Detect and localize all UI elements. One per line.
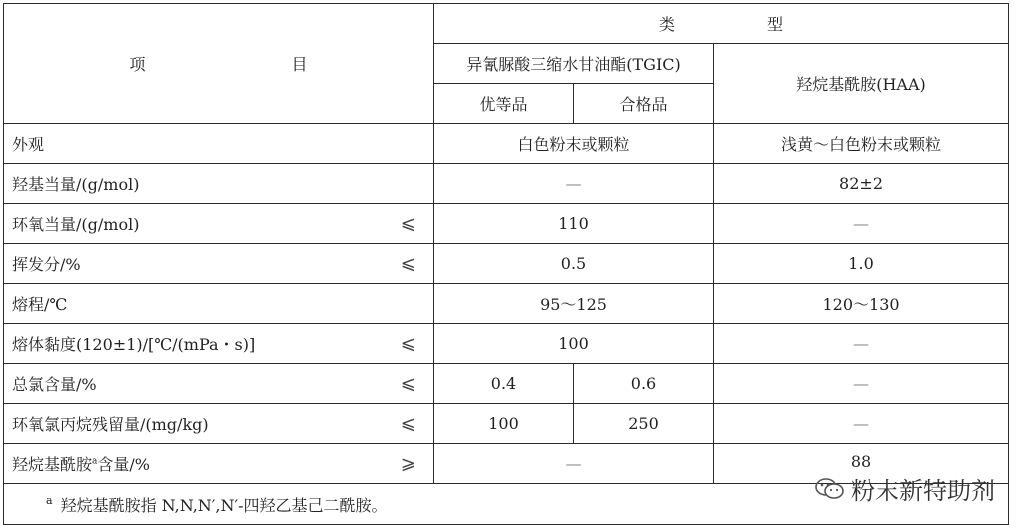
comparator-symbol: ⩽ bbox=[384, 204, 434, 244]
table-row bbox=[4, 404, 1009, 444]
tgic-value: 110 bbox=[434, 204, 714, 244]
table-row bbox=[4, 204, 1009, 244]
tgic-value: — bbox=[434, 444, 714, 484]
footnote-mark: a bbox=[46, 494, 53, 508]
haa-value: — bbox=[714, 204, 1009, 244]
tgic-premium-value: 0.4 bbox=[434, 364, 574, 404]
header-type: 类 型 bbox=[434, 4, 1009, 44]
spec-table bbox=[3, 3, 1009, 525]
table-row bbox=[4, 364, 1009, 404]
row-label: 羟基当量/(g/mol) bbox=[4, 164, 434, 204]
haa-value: 82±2 bbox=[714, 164, 1009, 204]
row-label-suffix: 含量/% bbox=[97, 455, 150, 474]
row-label-text: 羟烷基酰胺 bbox=[12, 455, 93, 474]
comparator-symbol: ⩾ bbox=[384, 444, 434, 484]
haa-value: 浅黄～白色粉末或颗粒 bbox=[714, 124, 1009, 164]
header-premium-grade: 优等品 bbox=[434, 84, 574, 124]
footnote-text: 羟烷基酰胺指 N,N,N′,N′-四羟乙基己二酰胺。 bbox=[60, 495, 388, 515]
row-label: 总氯含量/% bbox=[4, 364, 384, 404]
row-label: 挥发分/% bbox=[4, 244, 384, 284]
row-label: 外观 bbox=[4, 124, 434, 164]
comparator-symbol: ⩽ bbox=[384, 244, 434, 284]
footnote-marker: a bbox=[92, 456, 98, 467]
haa-value: 1.0 bbox=[714, 244, 1009, 284]
comparator-symbol: ⩽ bbox=[384, 364, 434, 404]
row-label: 熔程/℃ bbox=[4, 284, 434, 324]
header-item: 项 目 bbox=[4, 4, 434, 124]
tgic-value: — bbox=[434, 164, 714, 204]
tgic-qualified-value: 250 bbox=[574, 404, 714, 444]
tgic-value: 0.5 bbox=[434, 244, 714, 284]
row-label: 环氧当量/(g/mol) bbox=[4, 204, 384, 244]
tgic-qualified-value: 0.6 bbox=[574, 364, 714, 404]
haa-value: — bbox=[714, 404, 1009, 444]
haa-value: 88 bbox=[714, 444, 1009, 484]
haa-value: — bbox=[714, 324, 1009, 364]
haa-value: — bbox=[714, 364, 1009, 404]
table-row bbox=[4, 324, 1009, 364]
tgic-value: 95～125 bbox=[434, 284, 714, 324]
comparator-symbol: ⩽ bbox=[384, 324, 434, 364]
watermark bbox=[815, 471, 995, 506]
wechat-icon bbox=[815, 477, 845, 501]
haa-value: 120～130 bbox=[714, 284, 1009, 324]
watermark-text: 粉末新特助剂 bbox=[851, 477, 995, 505]
comparator-symbol: ⩽ bbox=[384, 404, 434, 444]
row-label: 熔体黏度(120±1)/[℃/(mPa・s)] bbox=[4, 324, 384, 364]
table-row bbox=[4, 284, 1009, 324]
table-row bbox=[4, 244, 1009, 284]
table-row bbox=[4, 124, 1009, 164]
header-haa: 羟烷基酰胺(HAA) bbox=[714, 44, 1009, 124]
header-qualified-grade: 合格品 bbox=[574, 84, 714, 124]
tgic-premium-value: 100 bbox=[434, 404, 574, 444]
row-label: 环氧氯丙烷残留量/(mg/kg) bbox=[4, 404, 384, 444]
tgic-value: 100 bbox=[434, 324, 714, 364]
table-row bbox=[4, 164, 1009, 204]
header-tgic: 异氰脲酸三缩水甘油酯(TGIC) bbox=[434, 44, 714, 84]
row-label bbox=[4, 444, 384, 484]
tgic-value: 白色粉末或颗粒 bbox=[434, 124, 714, 164]
